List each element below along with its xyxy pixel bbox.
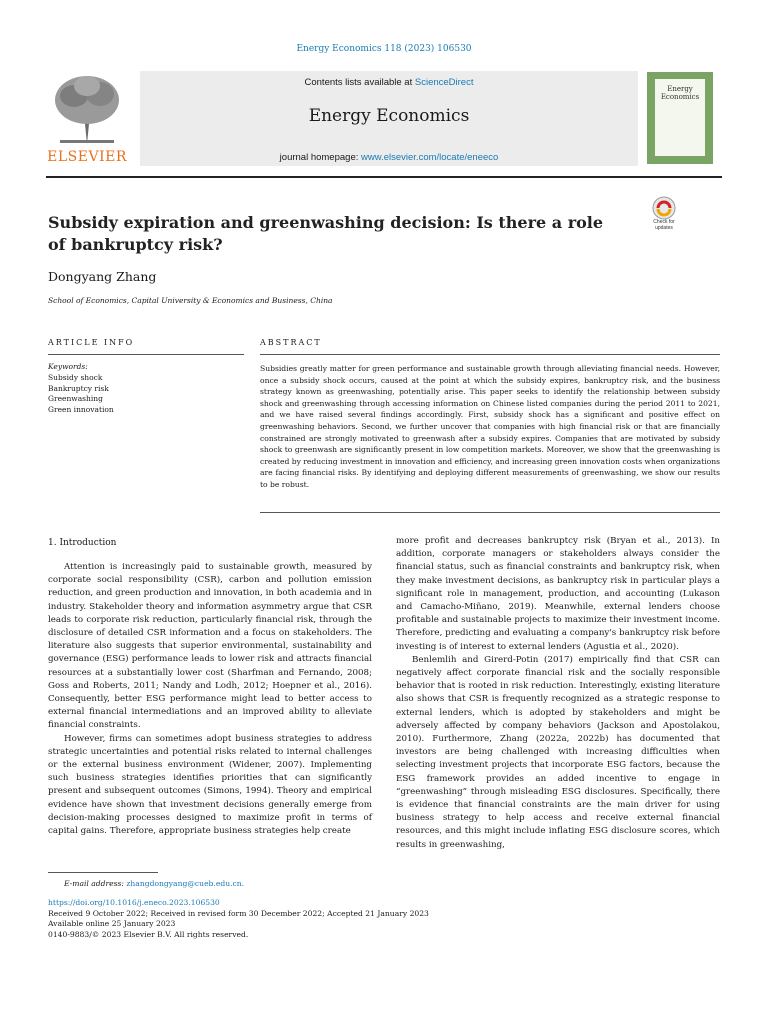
keyword-item: Bankruptcy risk <box>48 383 109 393</box>
left-column <box>48 561 372 838</box>
abstract-rule <box>260 354 720 355</box>
contents-prefix: Contents lists available at <box>304 77 415 88</box>
abstract-bottom-rule <box>260 512 720 513</box>
abstract-heading: ABSTRACT <box>260 338 322 347</box>
email-label: E-mail address: <box>64 879 124 888</box>
homepage-link[interactable]: www.elsevier.com/locate/eneeco <box>361 152 499 163</box>
check-updates-label: Check for updates <box>653 219 675 231</box>
publisher-wordmark: ELSEVIER <box>47 149 127 165</box>
header-divider <box>46 176 722 178</box>
author-name[interactable]: Dongyang Zhang <box>48 269 157 284</box>
keywords-label: Keywords: <box>48 362 88 371</box>
journal-banner <box>140 71 638 166</box>
paragraph: Attention is increasingly paid to sustainable growth, measured by corporate social responsibility (CSR), carbon and pollution emission reduction, and green production and innovation, in both academia and in industry. Stakeholder theory and information asymmetry argue that CSR leads to corporate risk reduction, particularly financial risk, through the disclosure of detailed CSR information and a focus on stakeholders. The literature also suggests that superior environmental, sustainability and governance (ESG) performance leads to lower risk and attracts financial resources at a substantially lower cost (Sharfman and Fernando, 2008; Goss and Roberts, 2011; Nandy and Lodh, 2012; Hoepner et al., 2016). Consequently, better ESG performance might lead to better access to external financial intermediations and an improved ability to alleviate financial constraints. <box>48 562 372 731</box>
publication-info <box>48 898 429 940</box>
sciencedirect-link[interactable]: ScienceDirect <box>414 77 474 88</box>
homepage-line <box>140 152 638 163</box>
received-dates: Received 9 October 2022; Received in revised form 30 December 2022; Accepted 21 January 2023 <box>48 908 429 918</box>
keywords-list <box>48 373 114 415</box>
doi-link[interactable]: https://doi.org/10.1016/j.eneco.2023.106530 <box>48 898 220 907</box>
article-info-heading: ARTICLE INFO <box>48 338 135 347</box>
article-info-rule <box>48 354 244 355</box>
abstract-text: Subsidies greatly matter for green performance and sustainable growth through alleviating financial needs. However, once a subsidy shock occurs, caused at the point at which the subsidy expires, bankruptcy risk, and the business strategy known as greenwashing, potentially arise. This paper seeks to identify the relationship between subsidy shock and greenwashing through accessing information on Chinese listed companies during the period 2011 to 2021, and we have raised several findings accordingly. First, subsidy shock has a significant and positive effect on greenwashing behaviors. Second, we further uncover that companies with high financial risk or that are financially constrained are strongly motivated to greenwash after a subsidy expires. Companies that are motivated by subsidy shock to greenwash are significantly present in low competition markets. Moreover, we show that the greenwashing is created by reducing investment in innovation and efficiency, and increasing green innovation costs when organizations are facing financial risks. By identifying and deploying different measurements of greenwashing, we show our results to be robust. <box>260 364 720 489</box>
keyword-item: Greenwashing <box>48 394 103 403</box>
journal-cover[interactable] <box>647 72 713 164</box>
footnote-rule <box>48 872 158 873</box>
contents-line <box>140 77 638 88</box>
right-column <box>396 535 720 852</box>
journal-citation[interactable]: Energy Economics 118 (2023) 106530 <box>296 44 472 54</box>
keyword-item: Subsidy shock <box>48 373 103 382</box>
article-title: Subsidy expiration and greenwashing decision: Is there a role of bankruptcy risk? <box>48 213 604 254</box>
paragraph: Benlemlih and Girerd-Potin (2017) empirically find that CSR can negatively affect corporate financial risk and the socially responsible behavior that is rooted in risk reduction. Interestingly, existing literature also shows that CSR is frequently recognized as a strategic response to external lenders, which is adopted by stakeholders and might be adversely affected by company behaviors (Jackson and Apostolakou, 2010). Furthermore, Zhang (2022a, 2022b) has documented that investors are being challenged with increasing difficulties when selecting investment projects that incorporate ESG factors, because the ESG framework provides an added incentive to engage in “greenwashing” through misleading ESG disclosures. Specifically, there is evidence that financial constraints are the main driver for using business strategy to help access and receive external financial resources, and this might include inflating ESG disclosure scores, which results in greenwashing, <box>396 654 720 850</box>
homepage-prefix: journal homepage: <box>279 152 362 163</box>
email-footnote <box>64 879 244 890</box>
journal-title: Energy Economics <box>308 106 470 126</box>
author-affiliation: School of Economics, Capital University & Economics and Business, China <box>48 296 333 305</box>
cover-title: Energy Economics <box>660 85 700 101</box>
check-for-updates-badge[interactable] <box>648 195 680 233</box>
section-heading: 1. Introduction <box>48 538 117 548</box>
email-link[interactable]: zhangdongyang@cueb.edu.cn. <box>126 879 245 888</box>
paragraph: However, firms can sometimes adopt business strategies to address strategic uncertainties and potential risks related to internal challenges or the external business environment (Widener, 2007). Implementing such business strategies identifies priorities that can significantly present and subsequent outcomes (Simons, 1994). Theory and empirical evidence have shown that investment decisions generally emerge from decision-making processes designed to maximize profit in terms of capital gains. Therefore, appropriate business strategies help create <box>48 733 372 837</box>
paragraph: more profit and decreases bankruptcy risk (Bryan et al., 2013). In addition, corporate managers or stakeholders always consider the financial status, such as financial constraints and bankruptcy risk, when they make investment decisions, as bankruptcy risk in particular plays a significant role in management, production, and accounting (Lukason and Camacho-Miñano, 2019). Meanwhile, external lenders choose profitable and sustainable projects to maximize their investment income. Therefore, predicting and evaluating a company's bankruptcy risk before investing is of interest to external lenders (Agustia et al., 2020). <box>396 536 720 652</box>
online-date: Available online 25 January 2023 <box>48 919 176 929</box>
copyright: 0140-9883/© 2023 Elsevier B.V. All rights reserved. <box>48 929 249 939</box>
keyword-item: Green innovation <box>48 404 114 414</box>
cover-panel <box>655 79 705 156</box>
